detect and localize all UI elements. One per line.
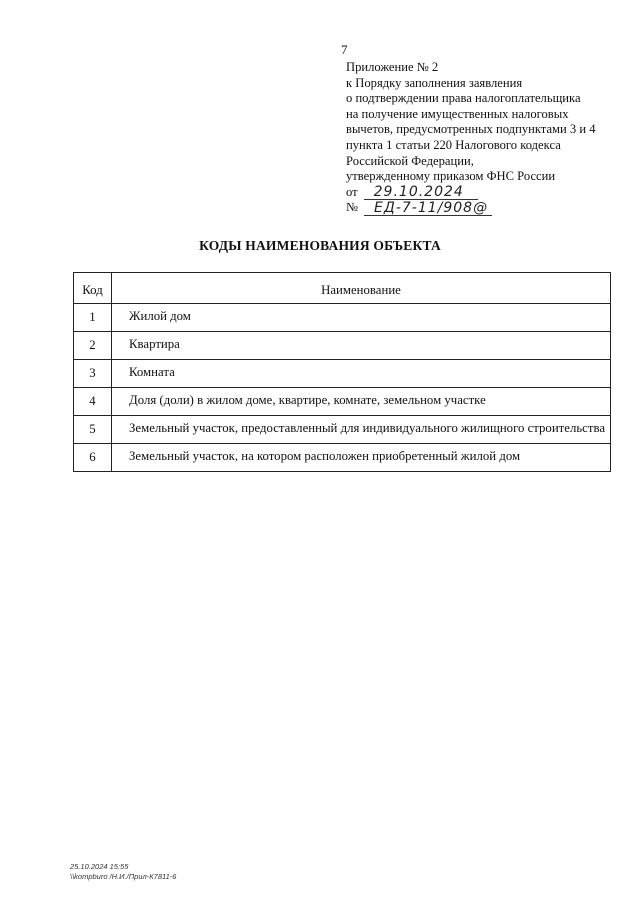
row-code: 6	[74, 444, 112, 472]
appendix-line: утвержденному приказом ФНС России	[346, 169, 556, 184]
row-code: 4	[74, 388, 112, 416]
appendix-line: о подтверждении права налогоплательщика	[346, 91, 581, 106]
row-code: 3	[74, 360, 112, 388]
object-codes-table	[73, 272, 611, 472]
table-row	[74, 360, 611, 388]
appendix-line: вычетов, предусмотренных подпунктами 3 и 4	[346, 122, 596, 137]
footer-timestamp: 25.10.2024 15:55	[70, 862, 129, 871]
page-number: 7	[341, 42, 348, 57]
order-number-line	[346, 200, 626, 216]
date-prefix: от	[346, 184, 358, 199]
appendix-line: Приложение № 2	[346, 60, 439, 74]
table-row	[74, 444, 611, 472]
table-row	[74, 388, 611, 416]
appendix-line: на получение имущественных налоговых	[346, 106, 569, 121]
table-row	[74, 416, 611, 444]
row-name: Земельный участок, на котором расположен приобретенный жилой дом	[112, 444, 611, 472]
table-row	[74, 332, 611, 360]
document-title: КОДЫ НАИМЕНОВАНИЯ ОБЪЕКТА	[199, 238, 441, 253]
row-code: 1	[74, 304, 112, 332]
order-number-handwritten: ЕД-7-11/908@	[364, 201, 492, 216]
row-name: Жилой дом	[112, 304, 611, 332]
table-header-row	[74, 273, 611, 304]
order-date-handwritten: 29.10.2024	[364, 185, 478, 200]
appendix-line: к Порядку заполнения заявления	[346, 75, 523, 90]
row-name: Комната	[112, 360, 611, 388]
row-name: Доля (доли) в жилом доме, квартире, комнате, земельном участке	[112, 388, 611, 416]
header-name: Наименование	[112, 273, 611, 304]
appendix-header	[346, 60, 626, 216]
row-name: Квартира	[112, 332, 611, 360]
print-footer	[70, 862, 176, 882]
footer-file-path: \\kompburo /Н.И./Прил-К7811-6	[70, 872, 177, 881]
row-name: Земельный участок, предоставленный для индивидуального жилищного строительства	[112, 416, 611, 444]
row-code: 2	[74, 332, 112, 360]
table-row	[74, 304, 611, 332]
number-prefix: №	[346, 200, 359, 215]
appendix-line: Российской Федерации,	[346, 153, 474, 168]
appendix-line: пункта 1 статьи 220 Налогового кодекса	[346, 137, 561, 152]
row-code: 5	[74, 416, 112, 444]
order-date-line	[346, 185, 626, 201]
header-code: Код	[74, 273, 112, 304]
